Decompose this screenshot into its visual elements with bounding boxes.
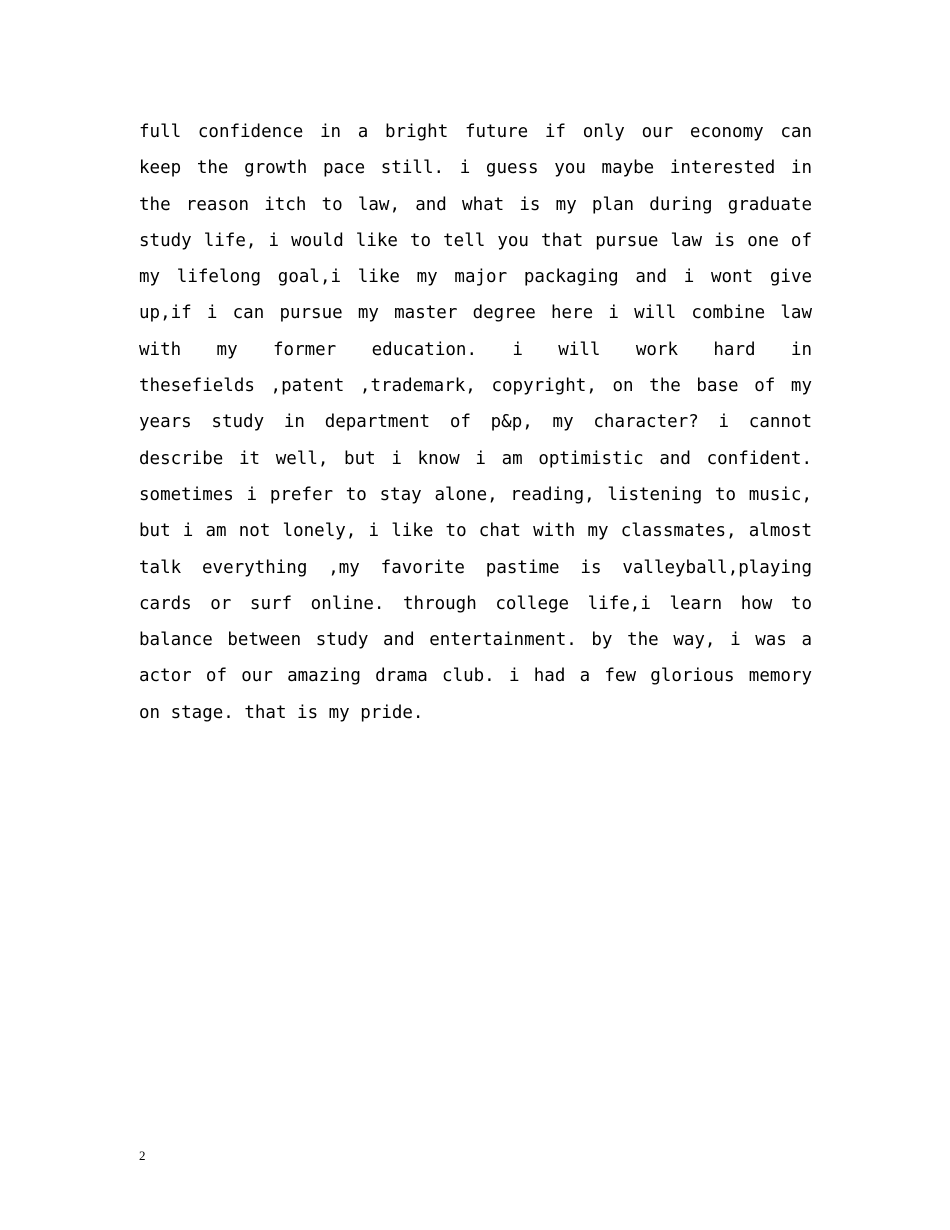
text-line: balance between study and entertainment. by the way, i was a — [139, 630, 812, 651]
text-line: years study in department of p&p, my character? i cannot — [139, 412, 812, 433]
text-line: up,if i can pursue my master degree here i will combine law — [139, 303, 812, 324]
text-line: talk everything ,my favorite pastime is valleyball,playing — [139, 557, 812, 578]
body-text — [139, 114, 812, 731]
text-line: with my former education. i will work hard in — [139, 339, 812, 360]
text-line: sometimes i prefer to stay alone, reading, listening to music, — [139, 484, 812, 505]
text-line: cards or surf online. through college life,i learn how to — [139, 593, 812, 614]
page-number: 2 — [139, 1148, 146, 1163]
text-line: but i am not lonely, i like to chat with my classmates, almost — [139, 521, 812, 542]
text-line: thesefields ,patent ,trademark, copyright, on the base of my — [139, 376, 812, 397]
text-line: describe it well, but i know i am optimistic and confident. — [139, 448, 812, 469]
text-line: full confidence in a bright future if only our economy can — [139, 122, 812, 142]
text-line: actor of our amazing drama club. i had a few glorious memory — [139, 666, 812, 687]
text-line-last: on stage. that is my pride. — [139, 702, 424, 723]
text-line: my lifelong goal,i like my major packaging and i wont give — [139, 267, 812, 288]
text-line: the reason itch to law, and what is my plan during graduate — [139, 194, 812, 215]
text-line: study life, i would like to tell you that pursue law is one of — [139, 230, 812, 251]
text-line: keep the growth pace still. i guess you maybe interested in — [139, 158, 812, 179]
